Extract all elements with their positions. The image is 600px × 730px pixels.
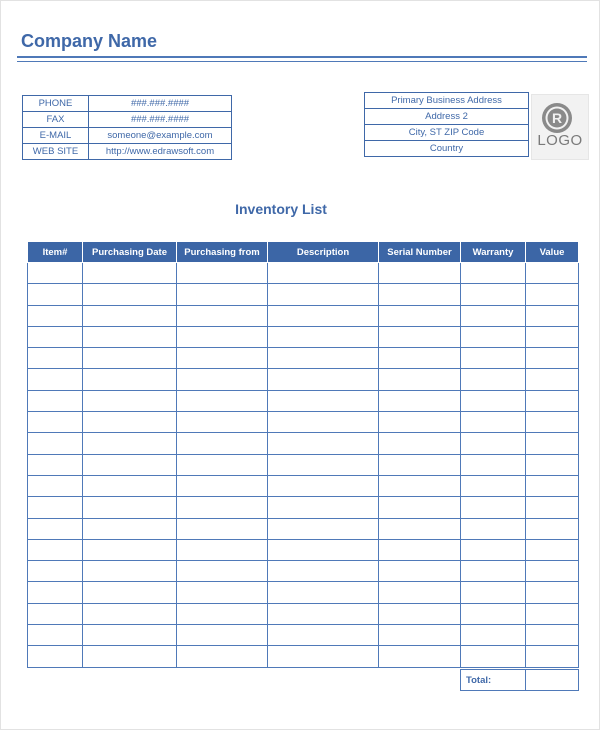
table-cell[interactable] — [526, 369, 579, 390]
table-cell[interactable] — [379, 454, 461, 475]
table-row — [28, 475, 579, 496]
table-cell[interactable] — [83, 454, 177, 475]
table-cell[interactable] — [526, 518, 579, 539]
table-cell[interactable] — [526, 603, 579, 624]
table-cell[interactable] — [268, 518, 379, 539]
total-label: Total: — [461, 670, 526, 691]
contact-value: ###.###.#### — [89, 112, 232, 128]
table-row — [28, 646, 579, 667]
registered-mark-icon — [540, 101, 574, 135]
table-cell[interactable] — [28, 305, 83, 326]
table-cell[interactable] — [177, 348, 268, 369]
table-cell[interactable] — [28, 369, 83, 390]
table-cell[interactable] — [28, 582, 83, 603]
address-line-2: Address 2 — [365, 109, 529, 125]
table-cell[interactable] — [461, 305, 526, 326]
header-rule-top — [17, 56, 587, 58]
table-cell[interactable] — [83, 326, 177, 347]
logo-text: LOGO — [537, 132, 583, 149]
contact-table — [22, 95, 232, 160]
table-cell[interactable] — [28, 284, 83, 305]
table-cell[interactable] — [379, 284, 461, 305]
table-cell[interactable] — [177, 454, 268, 475]
inventory-header-row — [28, 242, 579, 263]
table-cell[interactable] — [526, 625, 579, 646]
table-cell[interactable] — [177, 433, 268, 454]
table-cell[interactable] — [268, 433, 379, 454]
contact-row-email — [23, 128, 232, 144]
contact-value: someone@example.com — [89, 128, 232, 144]
table-row — [28, 433, 579, 454]
address-line-1: Primary Business Address — [365, 93, 529, 109]
table-cell[interactable] — [83, 433, 177, 454]
table-cell[interactable] — [268, 348, 379, 369]
table-cell[interactable] — [268, 390, 379, 411]
column-header-item: Item# — [28, 242, 83, 263]
table-cell[interactable] — [526, 539, 579, 560]
table-row — [28, 625, 579, 646]
contact-label: WEB SITE — [23, 144, 89, 160]
table-cell[interactable] — [28, 433, 83, 454]
table-cell[interactable] — [526, 433, 579, 454]
table-cell[interactable] — [177, 390, 268, 411]
table-row — [28, 412, 579, 433]
table-cell[interactable] — [83, 646, 177, 667]
table-cell[interactable] — [461, 646, 526, 667]
table-cell[interactable] — [461, 625, 526, 646]
contact-value: ###.###.#### — [89, 96, 232, 112]
table-cell[interactable] — [526, 305, 579, 326]
contact-label: E-MAIL — [23, 128, 89, 144]
column-header-serial-number: Serial Number — [379, 242, 461, 263]
contact-row-website — [23, 144, 232, 160]
table-row — [28, 390, 579, 411]
table-cell[interactable] — [379, 518, 461, 539]
table-cell[interactable] — [379, 497, 461, 518]
address-city-line: City, ST ZIP Code — [365, 125, 529, 141]
column-header-value: Value — [526, 242, 579, 263]
table-cell[interactable] — [83, 582, 177, 603]
table-cell[interactable] — [83, 305, 177, 326]
table-cell[interactable] — [83, 390, 177, 411]
table-cell[interactable] — [83, 561, 177, 582]
table-cell[interactable] — [379, 603, 461, 624]
table-cell[interactable] — [379, 625, 461, 646]
table-cell[interactable] — [28, 497, 83, 518]
table-cell[interactable] — [83, 603, 177, 624]
table-cell[interactable] — [379, 305, 461, 326]
table-cell[interactable] — [28, 603, 83, 624]
table-cell[interactable] — [83, 348, 177, 369]
table-cell[interactable] — [268, 561, 379, 582]
table-cell[interactable] — [268, 305, 379, 326]
table-cell[interactable] — [177, 369, 268, 390]
table-cell[interactable] — [526, 390, 579, 411]
table-cell[interactable] — [461, 263, 526, 284]
table-row — [28, 539, 579, 560]
table-row — [28, 263, 579, 284]
table-cell[interactable] — [526, 454, 579, 475]
table-cell[interactable] — [28, 561, 83, 582]
table-row — [28, 348, 579, 369]
contact-row-fax — [23, 112, 232, 128]
table-row — [28, 518, 579, 539]
table-cell[interactable] — [83, 497, 177, 518]
table-cell[interactable] — [526, 348, 579, 369]
table-cell[interactable] — [461, 582, 526, 603]
table-cell[interactable] — [268, 475, 379, 496]
table-cell[interactable] — [379, 539, 461, 560]
table-cell[interactable] — [461, 369, 526, 390]
table-cell[interactable] — [379, 561, 461, 582]
table-cell[interactable] — [177, 625, 268, 646]
table-cell[interactable] — [379, 582, 461, 603]
table-row — [28, 305, 579, 326]
logo — [531, 94, 589, 160]
company-name: Company Name — [21, 31, 158, 51]
table-cell[interactable] — [379, 369, 461, 390]
table-cell[interactable] — [379, 646, 461, 667]
table-cell[interactable] — [461, 326, 526, 347]
table-cell[interactable] — [526, 284, 579, 305]
inventory-table — [27, 241, 579, 668]
table-cell[interactable] — [28, 539, 83, 560]
header-rule-bottom — [17, 61, 587, 62]
table-cell[interactable] — [83, 539, 177, 560]
table-cell[interactable] — [526, 412, 579, 433]
table-cell[interactable] — [379, 348, 461, 369]
table-cell[interactable] — [379, 390, 461, 411]
table-cell[interactable] — [461, 348, 526, 369]
table-cell[interactable] — [28, 646, 83, 667]
table-cell[interactable] — [526, 475, 579, 496]
table-cell[interactable] — [83, 475, 177, 496]
table-cell[interactable] — [268, 582, 379, 603]
address-table — [364, 92, 529, 157]
table-cell[interactable] — [177, 497, 268, 518]
table-cell[interactable] — [83, 284, 177, 305]
table-cell[interactable] — [461, 390, 526, 411]
table-cell[interactable] — [268, 412, 379, 433]
table-cell[interactable] — [28, 518, 83, 539]
table-row — [28, 603, 579, 624]
table-cell[interactable] — [461, 284, 526, 305]
table-cell[interactable] — [461, 561, 526, 582]
table-cell[interactable] — [83, 369, 177, 390]
table-cell[interactable] — [177, 305, 268, 326]
table-cell[interactable] — [28, 390, 83, 411]
table-cell[interactable] — [526, 646, 579, 667]
table-cell[interactable] — [379, 412, 461, 433]
table-cell[interactable] — [268, 326, 379, 347]
table-row — [28, 454, 579, 475]
table-cell[interactable] — [526, 582, 579, 603]
table-cell[interactable] — [461, 518, 526, 539]
inventory-body — [28, 263, 579, 668]
table-cell[interactable] — [177, 646, 268, 667]
table-cell[interactable] — [83, 518, 177, 539]
table-cell[interactable] — [526, 497, 579, 518]
table-cell[interactable] — [461, 539, 526, 560]
contact-value: http://www.edrawsoft.com — [89, 144, 232, 160]
table-cell[interactable] — [268, 625, 379, 646]
table-cell[interactable] — [177, 326, 268, 347]
table-cell[interactable] — [526, 561, 579, 582]
table-cell[interactable] — [177, 518, 268, 539]
table-cell[interactable] — [379, 326, 461, 347]
table-row — [28, 284, 579, 305]
table-cell[interactable] — [177, 582, 268, 603]
table-cell[interactable] — [268, 454, 379, 475]
table-cell[interactable] — [526, 263, 579, 284]
table-cell[interactable] — [461, 603, 526, 624]
table-cell[interactable] — [28, 625, 83, 646]
table-cell[interactable] — [28, 475, 83, 496]
total-table — [460, 669, 579, 691]
table-row — [28, 561, 579, 582]
table-cell[interactable] — [83, 263, 177, 284]
table-cell[interactable] — [177, 475, 268, 496]
table-cell[interactable] — [268, 263, 379, 284]
contact-label: FAX — [23, 112, 89, 128]
table-cell[interactable] — [461, 412, 526, 433]
table-cell[interactable] — [268, 369, 379, 390]
table-cell[interactable] — [268, 497, 379, 518]
table-cell[interactable] — [379, 475, 461, 496]
table-cell[interactable] — [268, 284, 379, 305]
contact-row-phone — [23, 96, 232, 112]
address-country: Country — [365, 141, 529, 157]
column-header-purchasing-from: Purchasing from — [177, 242, 268, 263]
table-cell[interactable] — [268, 539, 379, 560]
table-cell[interactable] — [461, 475, 526, 496]
table-cell[interactable] — [28, 263, 83, 284]
table-cell[interactable] — [28, 326, 83, 347]
table-cell[interactable] — [268, 646, 379, 667]
table-cell[interactable] — [83, 625, 177, 646]
table-cell[interactable] — [177, 539, 268, 560]
column-header-purchasing-date: Purchasing Date — [83, 242, 177, 263]
svg-text:R: R — [551, 110, 563, 126]
table-cell[interactable] — [28, 454, 83, 475]
table-row — [28, 326, 579, 347]
table-cell[interactable] — [177, 561, 268, 582]
inventory-title: Inventory List — [235, 201, 327, 217]
table-cell[interactable] — [177, 284, 268, 305]
column-header-description: Description — [268, 242, 379, 263]
table-cell[interactable] — [28, 412, 83, 433]
contact-label: PHONE — [23, 96, 89, 112]
table-cell[interactable] — [379, 263, 461, 284]
table-row — [28, 369, 579, 390]
table-cell[interactable] — [268, 603, 379, 624]
table-row — [28, 582, 579, 603]
table-cell[interactable] — [461, 497, 526, 518]
total-value-cell[interactable] — [526, 670, 579, 691]
table-cell[interactable] — [28, 348, 83, 369]
table-cell[interactable] — [177, 603, 268, 624]
table-cell[interactable] — [526, 326, 579, 347]
table-cell[interactable] — [461, 454, 526, 475]
table-cell[interactable] — [461, 433, 526, 454]
table-cell[interactable] — [379, 433, 461, 454]
table-row — [28, 497, 579, 518]
table-cell[interactable] — [83, 412, 177, 433]
table-cell[interactable] — [177, 412, 268, 433]
table-cell[interactable] — [177, 263, 268, 284]
column-header-warranty: Warranty — [461, 242, 526, 263]
